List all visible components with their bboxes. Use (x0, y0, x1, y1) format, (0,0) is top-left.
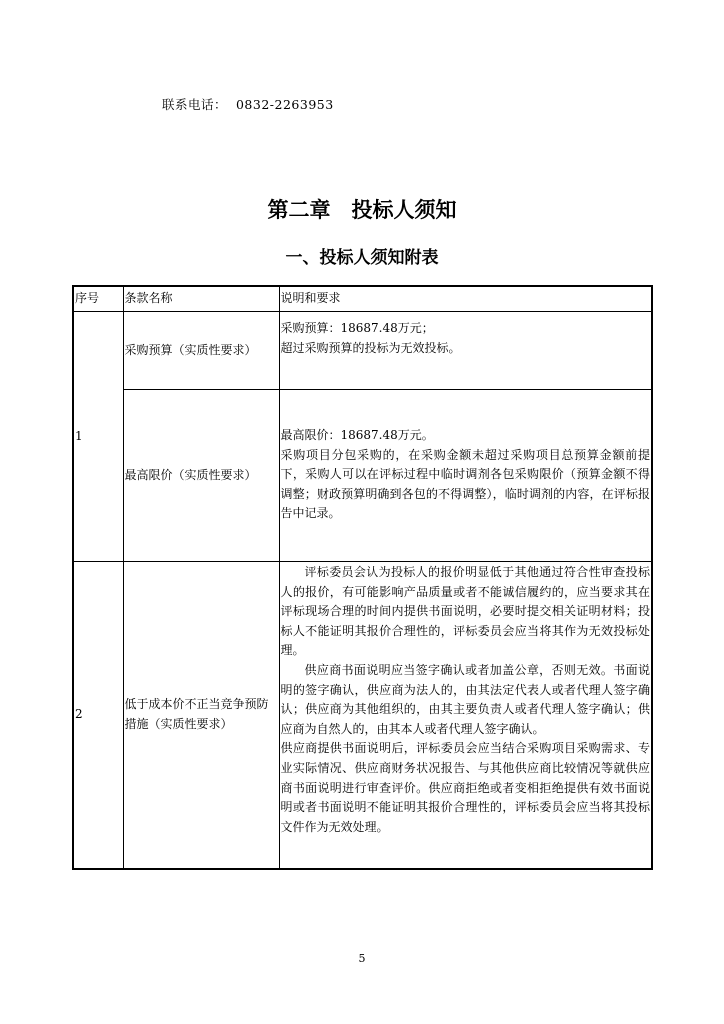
requirement-cell (279, 312, 652, 390)
row-number: 2 (73, 562, 123, 869)
table-header-row (73, 286, 652, 312)
header-seq: 序号 (73, 286, 123, 312)
requirement-line: 采购预算：18687.48万元； (280, 321, 434, 335)
table-row (73, 312, 652, 390)
chapter-title: 第二章 投标人须知 (267, 198, 457, 222)
header-requirement: 说明和要求 (279, 286, 652, 312)
clause-name: 采购预算（实质性要求） (123, 312, 279, 390)
table-row (73, 562, 652, 869)
requirement-line: 超过采购预算的投标为无效投标。 (280, 340, 461, 355)
table-row (73, 390, 652, 562)
requirement-cell (279, 390, 652, 562)
requirement-paragraph: 供应商提供书面说明后，评标委员会应当结合采购项目采购需求、专业实际情况、供应商财务状况报告、与其他供应商比较情况等就供应商书面说明进行审查评价。供应商拒绝或者变相拒绝提供有效书面说明或者书面说明不能证明其报价合理性的，评标委员会应当将其投标文件作为无效处理。 (280, 741, 650, 834)
section-title: 一、投标人须知附表 (285, 248, 439, 268)
contact-line (162, 95, 334, 113)
notice-table (72, 285, 653, 870)
requirement-cell (279, 562, 652, 869)
header-clause: 条款名称 (123, 286, 279, 312)
requirement-paragraph: 供应商书面说明应当签字确认或者加盖公章，否则无效。书面说明的签字确认，供应商为法人的，由其法定代表人或者代理人签字确认；供应商为其他组织的，由其主要负责人或者代理人签字确认；供应商为自然人的，由其本人或者代理人签字确认。 (280, 662, 650, 736)
clause-name: 最高限价（实质性要求） (123, 390, 279, 562)
contact-phone: 0832-2263953 (235, 97, 334, 112)
requirement-line: 最高限价：18687.48万元。 (280, 428, 434, 442)
row-number: 1 (73, 312, 123, 562)
contact-label: 联系电话： (162, 97, 228, 112)
clause-name: 低于成本价不正当竞争预防措施（实质性要求） (123, 562, 279, 869)
requirement-line: 采购项目分包采购的，在采购金额未超过采购项目总预算金额前提下，采购人可以在评标过程中临时调剂各包采购限价（预算金额不得调整；财政预算明确到各包的不得调整），临时调剂的内容，在评标报告中记录。 (280, 447, 650, 521)
requirement-paragraph: 评标委员会认为投标人的报价明显低于其他通过符合性审查投标人的报价，有可能影响产品质量或者不能诚信履约的，应当要求其在评标现场合理的时间内提供书面说明，必要时提交相关证明材料；投标人不能证明其报价合理性的，评标委员会应当将其作为无效投标处理。 (280, 565, 650, 658)
page-number: 5 (358, 952, 366, 965)
